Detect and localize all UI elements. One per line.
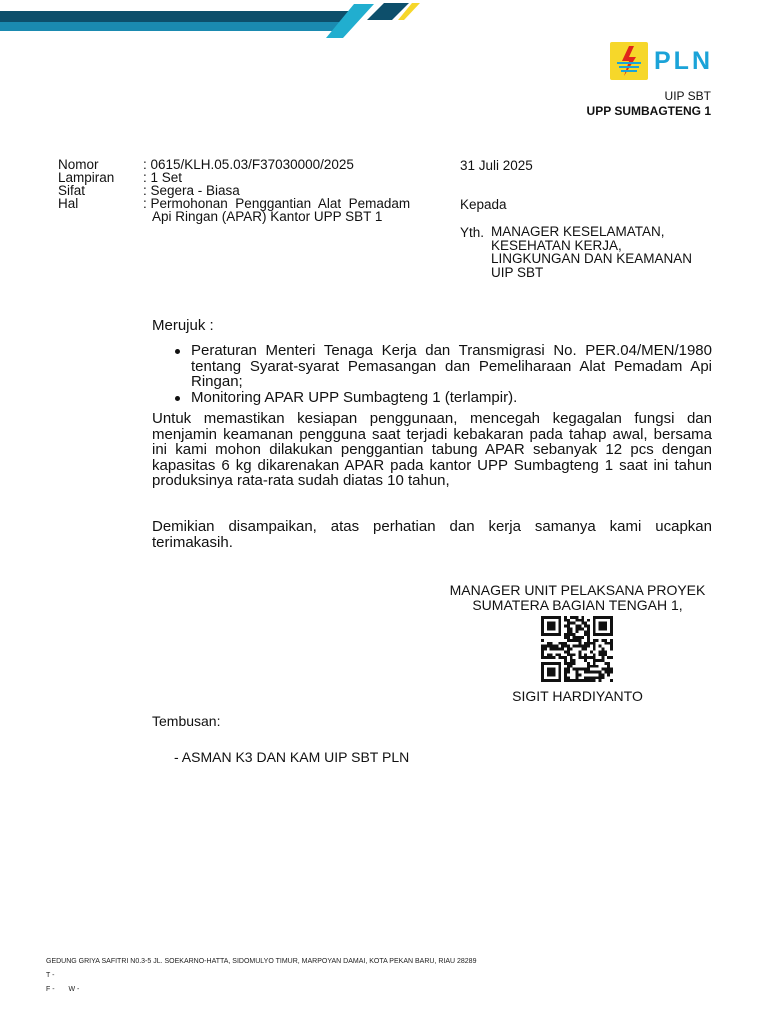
bullet-icon	[175, 349, 180, 354]
lampiran-value: : 1 Set	[143, 170, 183, 185]
footer-web: W -	[68, 986, 80, 993]
lampiran-label: Lampiran	[58, 170, 115, 185]
signatory-title-line: MANAGER UNIT PELAKSANA PROYEK	[449, 582, 706, 598]
reference-text: Monitoring APAR UPP Sumbagteng 1 (terlampir).	[191, 388, 518, 406]
sub-unit-name: UPP SUMBAGTENG 1	[586, 104, 711, 118]
footer-fax: F -	[46, 986, 55, 993]
bullet-icon	[175, 396, 180, 401]
letter-date: 31 Juli 2025	[460, 158, 533, 173]
cc-recipient: - ASMAN K3 DAN KAM UIP SBT PLN	[174, 749, 410, 765]
reference-list	[152, 343, 712, 405]
kepada-label: Kepada	[460, 197, 507, 212]
tembusan-label: Tembusan:	[152, 713, 221, 729]
pln-logo-icon	[610, 42, 648, 80]
merujuk-heading: Merujuk :	[152, 317, 214, 334]
footer-phone: T -	[46, 972, 55, 979]
logo-text: PLN	[654, 47, 713, 75]
hal-value-line1: : Permohonan Penggantian Alat Pemadam	[143, 196, 411, 211]
closing-paragraph: Demikian disampaikan, atas perhatian dan kerja samanya kami ucapkan terimakasih.	[152, 518, 712, 551]
recipient-line: MANAGER KESELAMATAN,	[491, 224, 665, 239]
reference-text: Peraturan Menteri Tenaga Kerja dan Transmigrasi No. PER.04/MEN/1980 tentang Syarat-syarat Pemasangan dan Pemeliharaan Alat Pemadam Api Ringan;	[191, 342, 712, 390]
recipient-line: LINGKUNGAN DAN KEAMANAN	[491, 251, 693, 266]
qr-code-icon	[541, 616, 613, 682]
nomor-label: Nomor	[58, 157, 99, 172]
footer-address: GEDUNG GRIYA SAFITRI N0.3-5 JL. SOEKARNO-HATTA, SIDOMULYO TIMUR, MARPOYAN DAMAI, KOTA PEKAN BARU, RIAU 28289	[46, 958, 477, 965]
signatory-title-line: SUMATERA BAGIAN TENGAH 1,	[472, 597, 683, 613]
footer-fax-web	[46, 986, 79, 993]
signatory-name: SIGIT HARDIYANTO	[512, 688, 643, 704]
recipient-line: UIP SBT	[491, 264, 544, 280]
unit-name: UIP SBT	[664, 89, 711, 103]
signatory-title	[440, 583, 715, 613]
sifat-label: Sifat	[58, 183, 86, 198]
reference-item	[152, 343, 712, 390]
recipient-block	[491, 225, 716, 279]
reference-item	[152, 390, 712, 406]
header-band	[0, 0, 768, 40]
hal-label: Hal	[58, 196, 79, 211]
nomor-value: : 0615/KLH.05.03/F37030000/2025	[143, 157, 354, 172]
yth-label: Yth.	[460, 225, 485, 240]
recipient-line: KESEHATAN KERJA,	[491, 237, 622, 253]
body-paragraph: Untuk memastikan kesiapan penggunaan, mencegah kegagalan fungsi dan menjamin keamanan pengguna saat terjadi kebakaran pada tahap awal, bersama ini kami mohon dilakukan penggantian tabung APAR sebanyak 12 pcs dengan kapasitas 6 kg dikarenakan APAR pada kantor UPP Sumbagteng 1 saat ini tahun produksinya rata-rata sudah diatas 10 tahun,	[152, 410, 712, 489]
hal-value-line2: Api Ringan (APAR) Kantor UPP SBT 1	[152, 209, 383, 224]
sifat-value: : Segera - Biasa	[143, 183, 240, 198]
